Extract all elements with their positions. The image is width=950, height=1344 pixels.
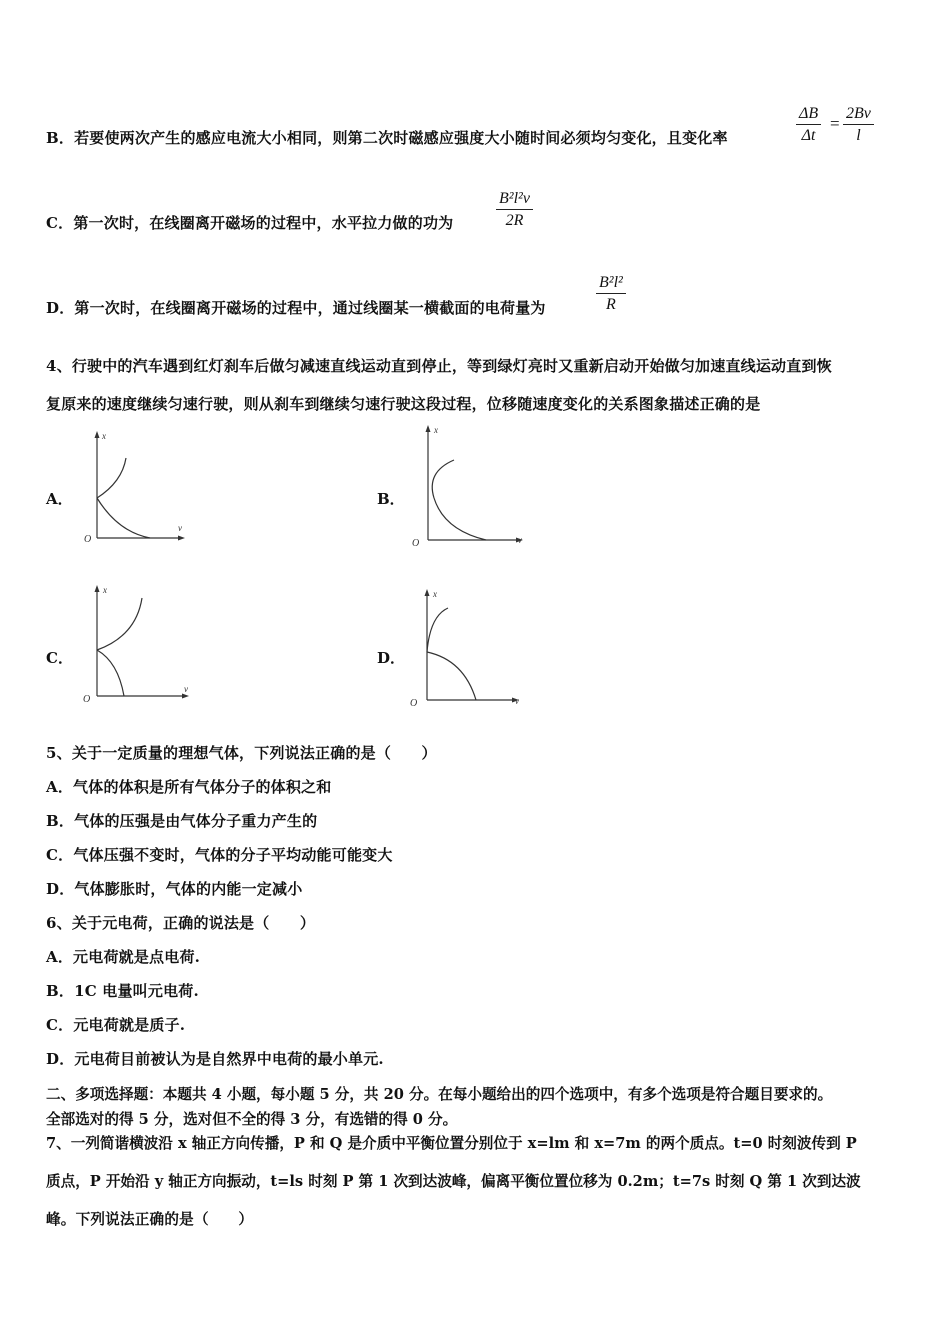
axis-label-x: x [434, 425, 438, 435]
frac-denominator: Δt [801, 127, 816, 144]
q4-stem-line1: 4、行驶中的汽车遇到红灯刹车后做匀减速直线运动直到停止，等到绿灯亮时又重新启动开始做匀加速直线运动直到恢 [46, 357, 832, 375]
y-axis-arrow-icon [95, 585, 100, 592]
curve-accelerating [432, 460, 454, 498]
x-axis-arrow-icon [182, 694, 189, 699]
q7-stem-line3: 峰。下列说法正确的是（ ） [46, 1211, 254, 1228]
q5-option-a: A．气体的体积是所有气体分子的体积之和 [46, 778, 332, 796]
graph-a [78, 428, 190, 548]
y-axis-arrow-icon [426, 425, 431, 432]
q4-option-a-label: A． [46, 490, 73, 508]
q6-option-b: B．1C 电量叫元电荷. [46, 982, 199, 1000]
q5-option-b: B．气体的压强是由气体分子重力产生的 [46, 812, 318, 830]
frac-numerator: 2Bv [843, 104, 874, 125]
origin-label: O [83, 694, 91, 705]
q4-stem-line2: 复原来的速度继续匀速行驶，则从刹车到继续匀速行驶这段过程，位移随速度变化的关系图象描述正确的是 [46, 395, 761, 413]
q6-option-c: C．元电荷就是质子. [46, 1016, 186, 1034]
q4-option-b-label: B． [377, 490, 405, 508]
equals-sign: = [830, 114, 840, 133]
axis-label-v: v [518, 535, 522, 545]
y-axis-arrow-icon [95, 431, 100, 438]
q3-option-b: B．若要使两次产生的感应电流大小相同，则第二次时磁感应强度大小随时间必须均匀变化，且变化率 [46, 129, 728, 147]
q6-option-a: A．元电荷就是点电荷. [46, 948, 201, 966]
q3-d-fraction [596, 273, 626, 316]
frac-numerator: B²l²v [496, 189, 533, 210]
frac-numerator: B²l² [596, 273, 626, 294]
origin-label: O [412, 538, 420, 549]
section2-heading-line1: 二、多项选择题：本题共 4 小题，每小题 5 分，共 20 分。在每小题给出的四个选项中，有多个选项是符合题目要求的。 [46, 1086, 833, 1103]
axis-label-v: v [515, 696, 519, 706]
q5-option-c: C．气体压强不变时，气体的分子平均动能可能变大 [46, 846, 393, 864]
q3-c-fraction [496, 189, 533, 232]
q3-option-c: C．第一次时，在线圈离开磁场的过程中，水平拉力做的功为 [46, 214, 454, 232]
axis-label-v: v [178, 523, 182, 533]
frac-denominator: 2R [505, 212, 524, 229]
graph-d [406, 586, 530, 708]
q3-b-fraction-1 [796, 104, 821, 147]
curve-accelerating [427, 608, 448, 652]
q6-option-d: D．元电荷目前被认为是自然界中电荷的最小单元. [46, 1050, 384, 1068]
q7-stem-line1: 7、一列简谐横波沿 x 轴正方向传播，P 和 Q 是介质中平衡位置分别位于 x=lm 和 x=7m 的两个质点。t=0 时刻波传到 P [46, 1135, 857, 1152]
curve-accelerating [97, 458, 126, 498]
axis-label-x: x [103, 585, 107, 595]
section2-heading-line2: 全部选对的得 5 分，选对但不全的得 3 分，有选错的得 0 分。 [46, 1111, 458, 1128]
q4-option-c-label: C． [46, 649, 73, 667]
curve-braking [97, 650, 124, 696]
curve-braking [97, 498, 150, 538]
curve-accelerating [97, 598, 142, 650]
q3-option-d: D．第一次时，在线圈离开磁场的过程中，通过线圈某一横截面的电荷量为 [46, 299, 546, 317]
q5-stem: 5、关于一定质量的理想气体，下列说法正确的是（ ） [46, 744, 437, 762]
origin-label: O [410, 698, 418, 708]
graph-c [78, 582, 200, 706]
curve-braking [427, 652, 476, 700]
frac-denominator: l [856, 127, 861, 144]
y-axis-arrow-icon [425, 589, 430, 596]
axis-label-x: x [102, 431, 106, 441]
axis-label-x: x [433, 589, 437, 599]
graph-b [408, 422, 530, 550]
origin-label: O [84, 534, 92, 545]
frac-denominator: R [606, 296, 616, 313]
q3-b-fraction-2 [843, 104, 874, 147]
curve-braking [434, 498, 486, 540]
axis-label-v: v [184, 684, 188, 694]
q5-option-d: D．气体膨胀时，气体的内能一定减小 [46, 880, 303, 898]
q4-option-d-label: D． [377, 649, 406, 667]
q7-stem-line2: 质点，P 开始沿 y 轴正方向振动，t=ls 时刻 P 第 1 次到达波峰，偏离平衡位置位移为 0.2m；t=7s 时刻 Q 第 1 次到达波 [46, 1173, 861, 1190]
frac-numerator: ΔB [796, 104, 821, 125]
q6-stem: 6、关于元电荷，正确的说法是（ ） [46, 914, 316, 932]
x-axis-arrow-icon [178, 536, 185, 541]
